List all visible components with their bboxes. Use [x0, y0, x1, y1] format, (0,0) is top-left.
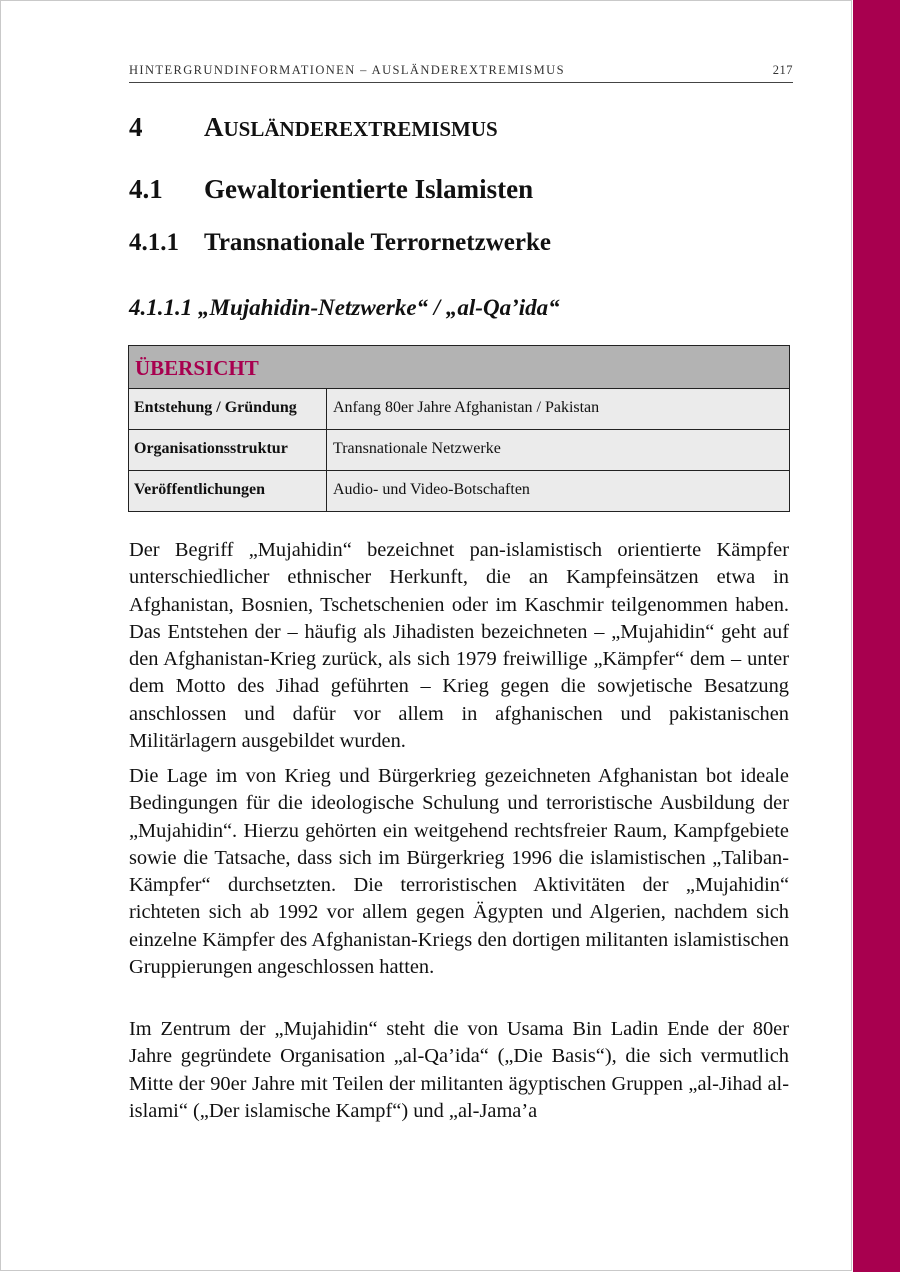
chapter-color-bar: [853, 0, 900, 1272]
table-row: [129, 471, 789, 511]
row-value: Audio- und Video-Botschaften: [333, 481, 530, 498]
chapter-title-rest: USLÄNDEREXTREMISMUS: [223, 117, 498, 141]
section-heading: [129, 174, 533, 205]
overview-table: [128, 345, 790, 512]
section-title: Gewaltorientierte Islamisten: [204, 174, 534, 204]
section-number: 4.1: [129, 174, 163, 204]
subsection-title: Transnationale Terrornetzwerke: [204, 229, 551, 256]
body-paragraph: Die Lage im von Krieg und Bürgerkrieg gezeichneten Afghanistan bot ideale Bedingungen für die ideologische Schulung und terroristische Ausbildung der „Mujahidin“. Hierzu gehörten ein weitgehend rechtsfreier Raum, Kampfgebiete sowie die Tatsache, dass sich im Bürgerkrieg 1996 die islamistischen „Taliban-Kämpfer“ durchsetzten. Die terroristischen Aktivitäten der „Mujahidin“ richteten sich ab 1992 vor allem gegen Ägypten und Algerien, nachdem sich einzelne Kämpfer des Afghanistan-Kriegs den dortigen militanten islamistischen Gruppierungen angeschlossen hatten.: [129, 765, 789, 979]
body-paragraph: Im Zentrum der „Mujahidin“ steht die von Usama Bin Ladin Ende der 80er Jahre gegründete Organisation „al-Qa’ida“ („Die Basis“), die sich vermutlich Mitte der 90er Jahre mit Teilen der militanten ägyptischen Gruppen „al-Jihad al-islami“ („Der islamische Kampf“) und „al-Jama’a: [129, 1018, 789, 1122]
running-header: [129, 60, 793, 83]
chapter-number: 4: [129, 112, 143, 142]
table-row: [129, 389, 789, 430]
chapter-heading: [129, 112, 498, 143]
row-key: Organisationsstruktur: [129, 430, 327, 470]
running-title: HINTERGRUNDINFORMATIONEN – AUSLÄNDEREXTREMISMUS: [129, 63, 565, 77]
subsection-heading: [129, 229, 551, 257]
row-key: Veröffentlichungen: [129, 471, 327, 511]
row-value: Anfang 80er Jahre Afghanistan / Pakistan: [333, 399, 600, 416]
row-key: Entstehung / Gründung: [129, 389, 327, 429]
subsection-number: 4.1.1: [129, 229, 179, 256]
body-paragraph: Der Begriff „Mujahidin“ bezeichnet pan-islamistisch orientierte Kämpfer unterschiedlicher ethnischer Herkunft, die an Kampfeinsätzen etwa in Afghanistan, Bosnien, Tschetschenien oder im Kaschmir teilgenommen haben. Das Entstehen der – häufig als Jihadisten bezeichneten – „Mujahidin“ geht auf den Afghanistan-Krieg zurück, als sich 1979 freiwillige „Kämpfer“ dem – unter dem Motto des Jihad geführten – Krieg gegen die sowjetische Besatzung anschlossen und dafür vor allem in afghanischen und pakistanischen Militärlagern ausgebildet wurden.: [129, 539, 789, 753]
table-row: [129, 430, 789, 471]
chapter-title-initial: A: [204, 112, 224, 142]
page-number: 217: [772, 63, 793, 77]
subsubsection-heading: 4.1.1.1 „Mujahidin-Netzwerke“ / „al-Qa’ida“: [129, 295, 560, 320]
row-value: Transnationale Netzwerke: [333, 440, 501, 457]
overview-title: ÜBERSICHT: [129, 346, 789, 389]
